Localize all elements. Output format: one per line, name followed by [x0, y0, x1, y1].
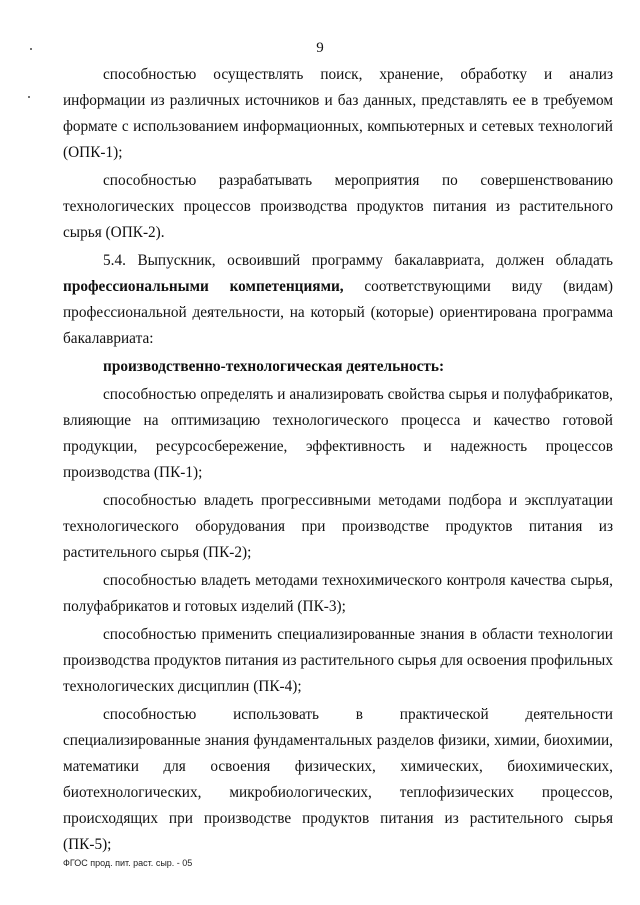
- section-5-4-lead: 5.4. Выпускник, освоивший программу бакалавриата, должен обладать: [103, 252, 613, 269]
- paragraph-pk-4: способностью применить специализированные знания в области технологии производства продуктов питания из растительного сырья для освоения профильных технологических дисциплин (ПК-4);: [63, 626, 613, 695]
- footer-code: ФГОС прод. пит. раст. сыр. - 05: [63, 858, 193, 868]
- paragraph-section-5-4: [63, 248, 613, 352]
- section-5-4-bold-term: профессиональными компетенциями,: [63, 278, 344, 295]
- section-5-4-tail: соответствующими виду (видам) профессиональной деятельности, на который (которые) ориентирована программа бакалавриата:: [63, 278, 613, 347]
- document-body: [63, 62, 613, 858]
- activity-heading: производственно-технологическая деятельность:: [103, 358, 445, 375]
- page-number: 9: [316, 40, 324, 56]
- paragraph-pk-1: способностью определять и анализировать свойства сырья и полуфабрикатов, влияющие на оптимизацию технологического процесса и качество готовой продукции, ресурсосбережение, эффективность и надежность процессов производства (ПК-1);: [63, 386, 613, 481]
- paragraph-opk-1: способностью осуществлять поиск, хранение, обработку и анализ информации из различных источников и баз данных, представлять ее в требуемом формате с использованием информационных, компьютерных и сетевых технологий (ОПК-1);: [63, 66, 613, 161]
- paragraph-pk-2: способностью владеть прогрессивными методами подбора и эксплуатации технологического оборудования при производстве продуктов питания из растительного сырья (ПК-2);: [63, 492, 613, 561]
- paragraph-opk-2: способностью разрабатывать мероприятия по совершенствованию технологических процессов производства продуктов питания из растительного сырья (ОПК-2).: [63, 172, 613, 241]
- paragraph-pk-3: способностью владеть методами технохимического контроля качества сырья, полуфабрикатов и готовых изделий (ПК-3);: [63, 572, 613, 615]
- scan-speck: [28, 96, 30, 98]
- paragraph-pk-5: способностью использовать в практической деятельности специализированные знания фундаментальных разделов физики, химии, биохимии, математики для освоения физических, химических, биохимических, биотехнологических, микробиологических, теплофизических процессов, происходящих при производстве продуктов питания из растительного сырья (ПК-5);: [63, 706, 613, 853]
